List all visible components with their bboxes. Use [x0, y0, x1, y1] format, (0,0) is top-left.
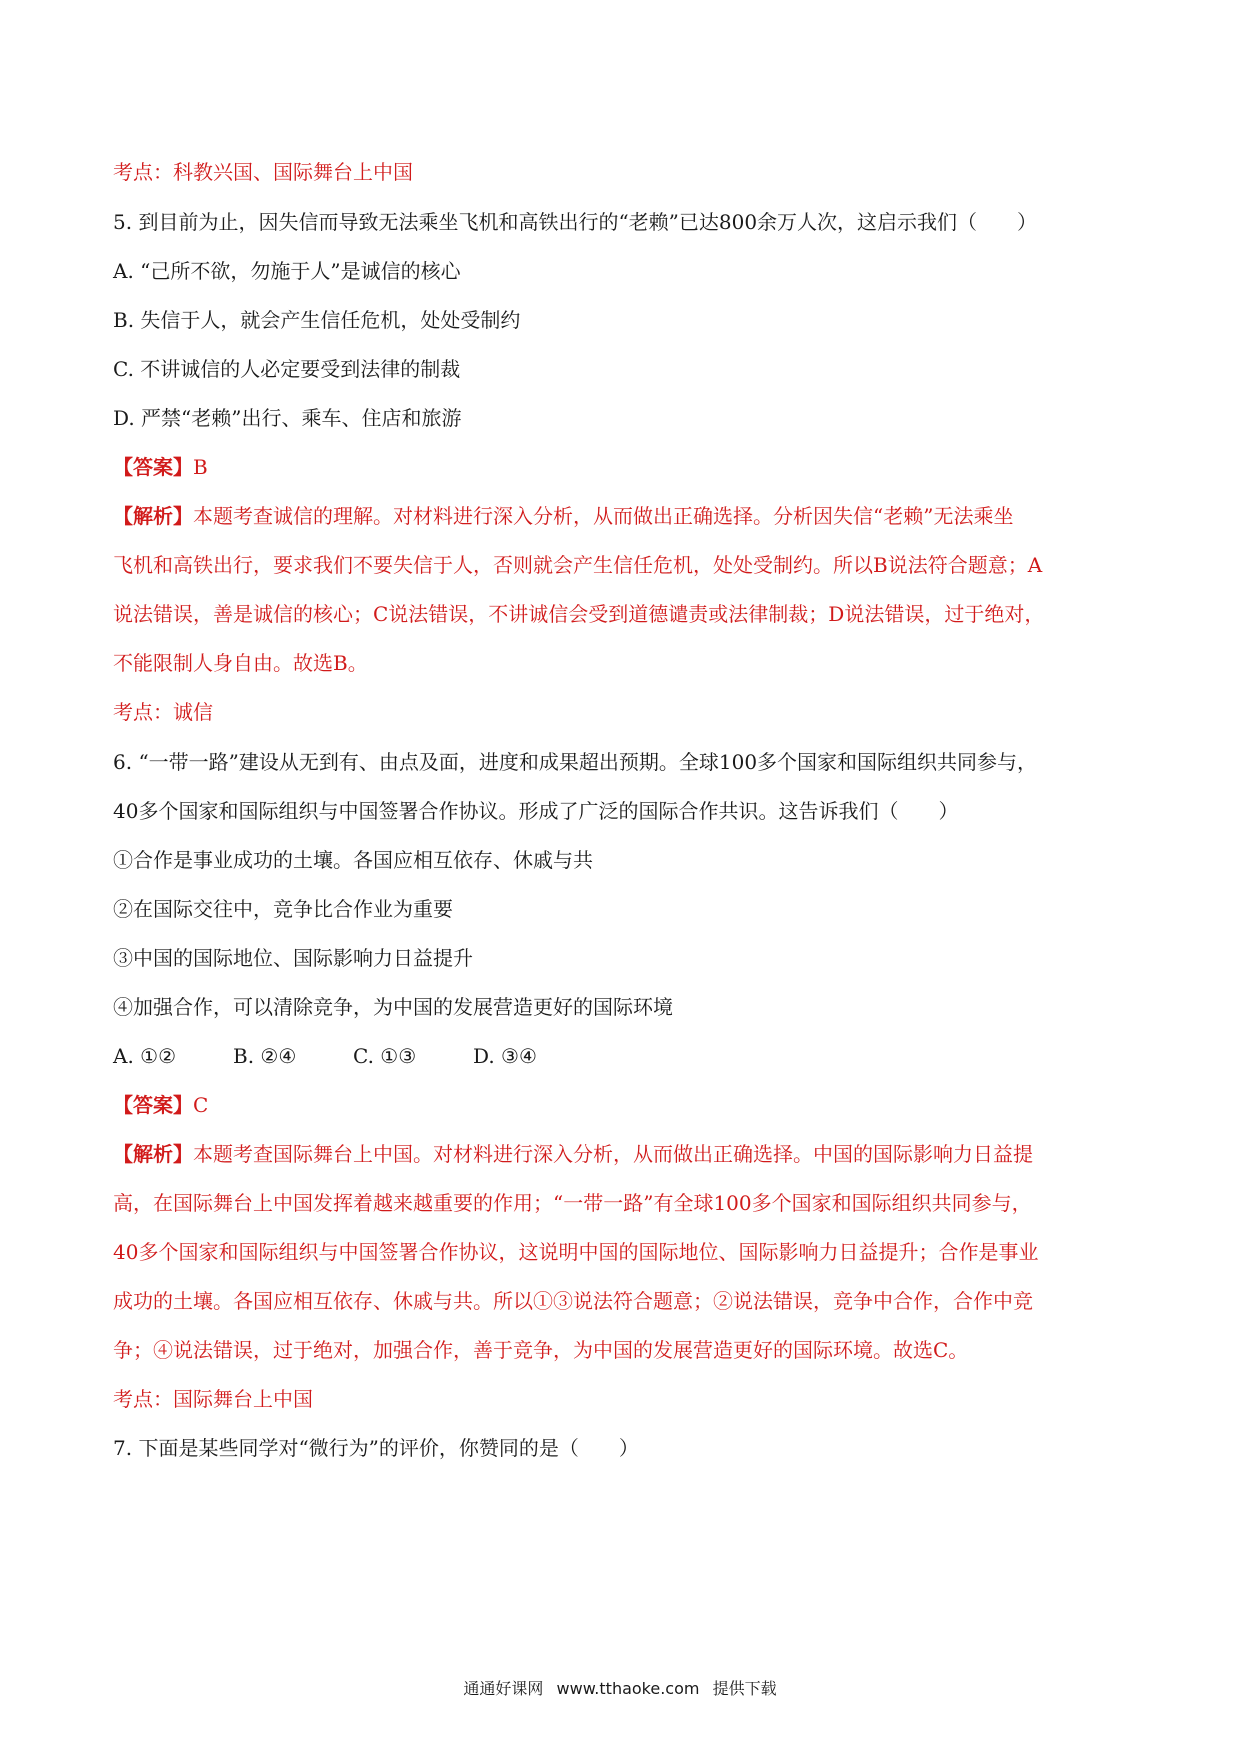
q5-answer-label: 【答案】 [113, 455, 193, 479]
q5-analysis-label: 【解析】 [113, 504, 193, 528]
q6-analysis-line-2: 高，在国际舞台上中国发挥着越来越重要的作用；“一带一路”有全球100多个国家和国际组织共同参与， [113, 1191, 1032, 1215]
q5-option-b: B. 失信于人，就会产生信任危机，处处受制约 [113, 308, 521, 332]
page-footer [0, 1676, 1240, 1699]
q6-analysis-line-3: 40多个国家和国际组织与中国签署合作协议，这说明中国的国际地位、国际影响力日益提升；合作是事业 [113, 1240, 1039, 1264]
q6-stem-line-1: 6. “一带一路”建设从无到有、由点及面，进度和成果超出预期。全球100多个国家和国际组织共同参与， [113, 750, 1038, 774]
q6-analysis-line-1 [113, 1142, 1133, 1166]
q5-stem: 5. 到目前为止，因失信而导致无法乘坐飞机和高铁出行的“老赖”已达800余万人次，这启示我们（ ） [113, 210, 1038, 234]
q6-statement-2: ②在国际交往中，竞争比合作业为重要 [113, 897, 453, 921]
q5-analysis-line-1 [113, 504, 1133, 528]
q5-answer-value: B [193, 455, 208, 479]
footer-url-link[interactable]: www.tthaoke.com [556, 1679, 700, 1698]
q6-analysis-label: 【解析】 [113, 1142, 193, 1166]
q6-answer-value: C [193, 1093, 209, 1117]
q6-choice-b: B. ②④ [233, 1044, 297, 1068]
footer-note: 提供下载 [712, 1679, 777, 1698]
q5-analysis-line-3: 说法错误，善是诚信的核心；C说法错误，不讲诚信会受到道德谴责或法律制裁；D说法错误，过于绝对， [113, 602, 1045, 626]
q5-answer [113, 455, 1133, 479]
q6-statement-1: ①合作是事业成功的土壤。各国应相互依存、休戚与共 [113, 848, 593, 872]
q5-kaodian: 考点：诚信 [113, 700, 213, 724]
q5-analysis-line-2: 飞机和高铁出行，要求我们不要失信于人，否则就会产生信任危机，处处受制约。所以B说法符合题意；A [113, 553, 1043, 577]
q6-analysis-text-1: 本题考查国际舞台上中国。对材料进行深入分析，从而做出正确选择。中国的国际影响力日益提 [193, 1142, 1033, 1166]
q6-choice-a: A. ①② [113, 1044, 177, 1068]
q6-kaodian: 考点：国际舞台上中国 [113, 1387, 313, 1411]
q6-choices [113, 1044, 1133, 1068]
q7-stem: 7. 下面是某些同学对“微行为”的评价，你赞同的是（ ） [113, 1436, 639, 1460]
q6-answer [113, 1093, 1133, 1117]
footer-site-name: 通通好课网 [463, 1679, 544, 1698]
q5-analysis-text-1: 本题考查诚信的理解。对材料进行深入分析，从而做出正确选择。分析因失信“老赖”无法乘坐 [193, 504, 1014, 528]
q4-kaodian: 考点：科教兴国、国际舞台上中国 [113, 160, 413, 184]
q6-stem-line-2: 40多个国家和国际组织与中国签署合作协议。形成了广泛的国际合作共识。这告诉我们（ ） [113, 799, 959, 823]
q5-analysis-line-4: 不能限制人身自由。故选B。 [113, 651, 368, 675]
q5-option-d: D. 严禁“老赖”出行、乘车、住店和旅游 [113, 406, 462, 430]
q6-choice-d: D. ③④ [473, 1044, 537, 1068]
q5-option-c: C. 不讲诚信的人必定要受到法律的制裁 [113, 357, 461, 381]
q6-statement-4: ④加强合作，可以清除竞争，为中国的发展营造更好的国际环境 [113, 995, 673, 1019]
q6-analysis-line-4: 成功的土壤。各国应相互依存、休戚与共。所以①③说法符合题意；②说法错误，竞争中合作，合作中竞 [113, 1289, 1033, 1313]
q6-analysis-line-5: 争；④说法错误，过于绝对，加强合作，善于竞争，为中国的发展营造更好的国际环境。故选C。 [113, 1338, 969, 1362]
q5-option-a: A. “己所不欲，勿施于人”是诚信的核心 [113, 259, 461, 283]
q6-choice-c: C. ①③ [353, 1044, 417, 1068]
q6-answer-label: 【答案】 [113, 1093, 193, 1117]
q6-statement-3: ③中国的国际地位、国际影响力日益提升 [113, 946, 473, 970]
